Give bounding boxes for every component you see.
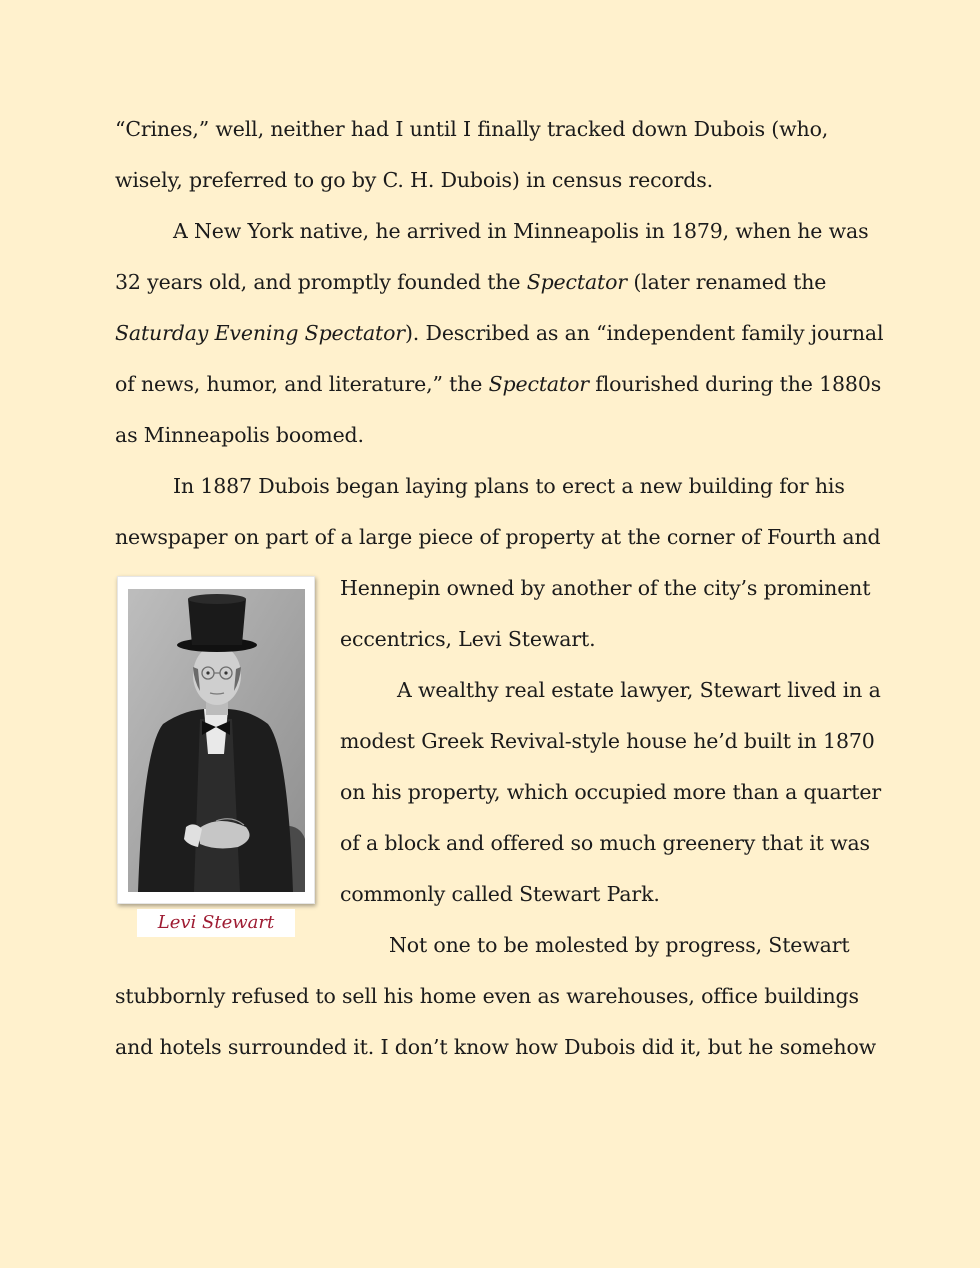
text-segment: 32 years old, and promptly founded the xyxy=(115,270,527,294)
text-line xyxy=(340,578,870,599)
text-line xyxy=(115,527,881,548)
text-segment: In 1887 Dubois began laying plans to erect a new building for his xyxy=(173,474,845,498)
text-segment: and hotels surrounded it. I don’t know how Dubois did it, but he somehow xyxy=(115,1035,877,1059)
text-segment: as Minneapolis boomed. xyxy=(115,423,364,447)
text-line xyxy=(115,323,883,344)
text-line xyxy=(397,680,881,701)
photo-caption-box xyxy=(137,909,295,937)
text-line xyxy=(115,272,826,293)
text-line xyxy=(115,1037,876,1058)
text-segment: A wealthy real estate lawyer, Stewart lived in a xyxy=(397,678,881,702)
text-line xyxy=(389,935,849,956)
italic-title: Spectator xyxy=(526,270,627,294)
text-segment: “Crines,” well, neither had I until I finally tracked down Dubois (who, xyxy=(115,117,829,141)
text-line xyxy=(340,884,660,905)
photo-caption: Levi Stewart xyxy=(157,912,275,933)
text-segment: on his property, which occupied more than a quarter xyxy=(340,780,881,804)
text-segment: eccentrics, Levi Stewart. xyxy=(340,627,596,651)
text-segment: Hennepin owned by another of the city’s prominent xyxy=(340,576,871,600)
italic-title: Saturday Evening Spectator xyxy=(115,321,405,345)
text-segment: (later renamed the xyxy=(626,270,827,294)
portrait-photo xyxy=(128,589,305,892)
portrait-frame xyxy=(117,576,315,904)
text-segment: wisely, preferred to go by C. H. Dubois) in census records. xyxy=(115,168,713,192)
text-line xyxy=(340,731,875,752)
text-line xyxy=(340,833,870,854)
text-segment: ). Described as an “independent family journal xyxy=(404,321,884,345)
text-line xyxy=(115,374,881,395)
text-segment: stubbornly refused to sell his home even as warehouses, office buildings xyxy=(115,984,859,1008)
text-line xyxy=(115,425,364,446)
text-line xyxy=(340,629,595,650)
text-line xyxy=(115,170,713,191)
text-segment: Not one to be molested by progress, Stewart xyxy=(389,933,850,957)
text-segment: A New York native, he arrived in Minneapolis in 1879, when he was xyxy=(173,219,869,243)
text-line xyxy=(115,986,859,1007)
italic-title: Spectator xyxy=(488,372,589,396)
text-line xyxy=(340,782,881,803)
text-segment: commonly called Stewart Park. xyxy=(340,882,660,906)
text-line xyxy=(173,476,845,497)
text-line xyxy=(173,221,869,242)
text-segment: flourished during the 1880s xyxy=(588,372,882,396)
text-segment: newspaper on part of a large piece of property at the corner of Fourth and xyxy=(115,525,881,549)
text-segment: of a block and offered so much greenery that it was xyxy=(340,831,870,855)
text-segment: of news, humor, and literature,” the xyxy=(115,372,489,396)
text-line xyxy=(115,119,828,140)
portrait-illustration xyxy=(128,589,305,892)
text-segment: modest Greek Revival-style house he’d built in 1870 xyxy=(340,729,875,753)
